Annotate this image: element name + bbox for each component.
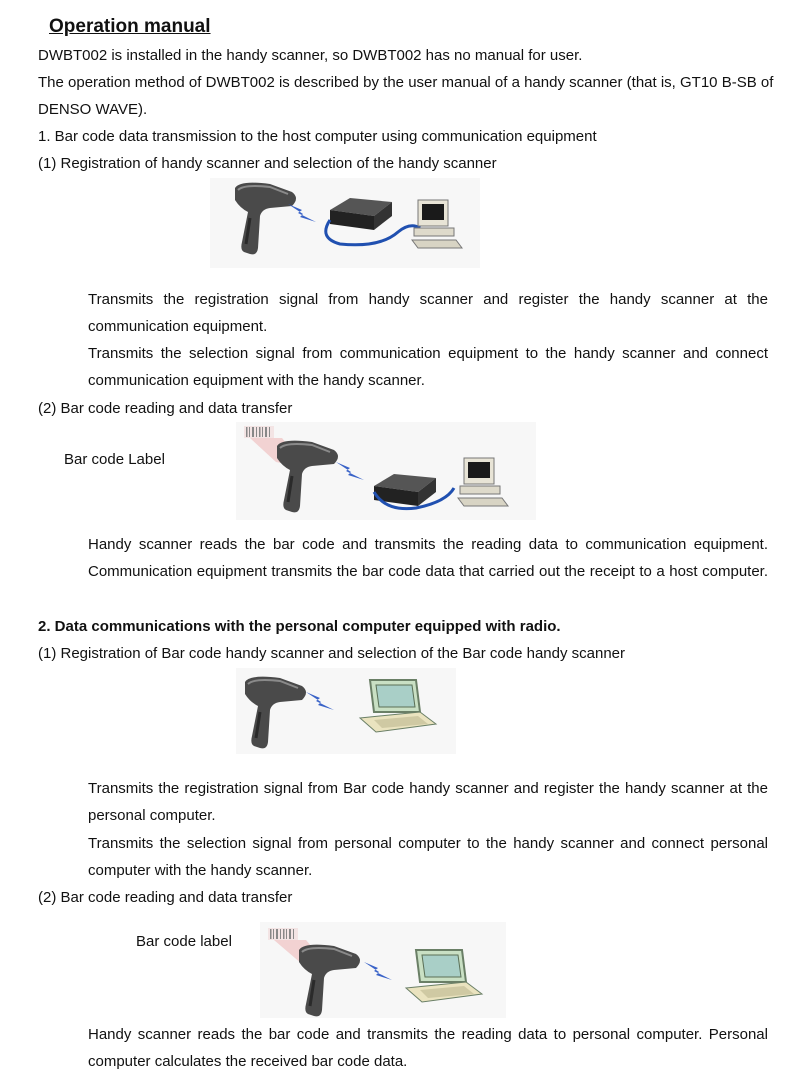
section-1-sub-2-heading: (2) Bar code reading and data transfer — [38, 400, 293, 417]
intro-line-1: DWBT002 is installed in the handy scanner, so DWBT002 has no manual for user. — [38, 47, 583, 64]
section-2-heading: 2. Data communications with the personal computer equipped with radio. — [38, 618, 561, 635]
page-title: Operation manual — [49, 16, 211, 37]
s2-sub1-para1-line2: personal computer. — [88, 807, 216, 824]
s2-sub1-para2-line1: Transmits the selection signal from personal computer to the handy scanner and connect personal — [88, 835, 768, 852]
s1-sub2-para1-line2: Communication equipment transmits the bar code data that carried out the receipt to a host computer. — [88, 563, 768, 580]
s2-sub2-para1-line1: Handy scanner reads the bar code and transmits the reading data to personal computer. Personal — [88, 1026, 768, 1043]
s1-sub1-para2-line1: Transmits the selection signal from communication equipment to the handy scanner and connect — [88, 345, 768, 362]
bar-code-label-caption-1: Bar code Label — [64, 451, 165, 468]
bar-code-icon — [268, 928, 298, 940]
s1-sub1-para1-line1: Transmits the registration signal from handy scanner and register the handy scanner at the — [88, 291, 768, 308]
section-1-sub-1-heading: (1) Registration of handy scanner and selection of the handy scanner — [38, 155, 497, 172]
s1-sub1-para2-line2: communication equipment with the handy scanner. — [88, 372, 425, 389]
s1-sub1-para1-line2: communication equipment. — [88, 318, 268, 335]
figure-scanner-to-host-registration — [210, 178, 480, 268]
section-2-sub-1-heading: (1) Registration of Bar code handy scanner and selection of the Bar code handy scanner — [38, 645, 626, 662]
s2-sub2-para1-line2: computer calculates the received bar code data. — [88, 1053, 408, 1070]
figure-scanner-to-pc-registration — [236, 668, 456, 754]
s1-sub2-para1-line1: Handy scanner reads the bar code and transmits the reading data to communication equipment. — [88, 536, 768, 553]
figure-bar-code-reading-pc — [260, 922, 506, 1018]
section-1-heading: 1. Bar code data transmission to the host computer using communication equipment — [38, 128, 597, 145]
intro-line-2: The operation method of DWBT002 is described by the user manual of a handy scanner (that is, GT10 B-SB of — [38, 74, 774, 91]
s2-sub1-para2-line2: computer with the handy scanner. — [88, 862, 313, 879]
intro-line-3: DENSO WAVE). — [38, 101, 148, 118]
s2-sub1-para1-line1: Transmits the registration signal from Bar code handy scanner and register the handy scanner at the — [88, 780, 768, 797]
bar-code-icon — [244, 426, 274, 438]
bar-code-label-caption-2: Bar code label — [136, 933, 232, 950]
section-2-sub-2-heading: (2) Bar code reading and data transfer — [38, 889, 293, 906]
figure-bar-code-reading-host — [236, 422, 536, 520]
